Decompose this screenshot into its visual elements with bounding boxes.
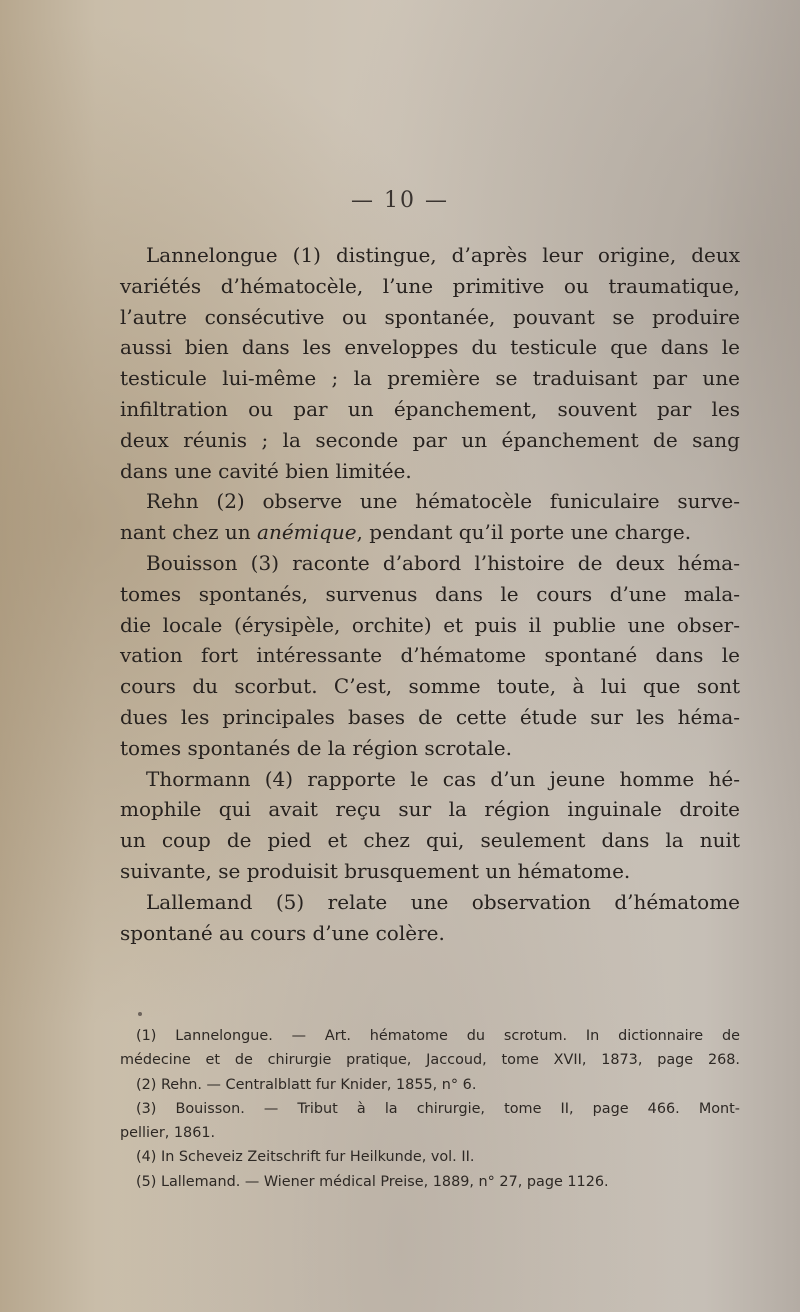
footnote-line: (4) In Scheveiz Zeitschrift fur Heilkunde, vol. II. [136,1149,475,1166]
text-line: suivante, se produisit brusquement un hématome. [120,858,631,883]
text-line: Thormann (4) rapporte le cas d’un jeune homme hé- [146,766,740,791]
text-line: infiltration ou par un épanchement, souvent par les [120,396,740,421]
footnote-line: (1) Lannelongue. — Art. hématome du scrotum. In dictionnaire de [136,1028,740,1044]
text-line: Lannelongue (1) distingue, d’après leur origine, deux [146,243,740,267]
footnote-separator-mark [138,1012,142,1016]
text-line: aussi bien dans les enveloppes du testicule que dans le [120,335,740,360]
text-line: cours du scorbut. C’est, somme toute, à lui que sont [120,674,740,699]
paragraph-lannelongue [120,240,740,486]
text-line: dans une cavité bien limitée. [120,458,412,483]
text-line: deux réunis ; la seconde par un épanchement de sang [120,427,740,452]
text-line: dues les principales bases de cette étude sur les héma- [120,704,740,729]
text-line: tomes spontanés de la région scrotale. [120,735,512,760]
text-line: Lallemand (5) relate une observation d’hématome [146,889,740,914]
text-line: Rehn (2) observe une hématocèle funiculaire surve- [146,489,740,514]
paragraph-thormann [120,764,740,887]
footnotes [120,1024,740,1194]
text-line [120,517,740,548]
italic-word: anémique [257,520,357,545]
text-line: un coup de pied et chez qui, seulement dans la nuit [120,828,740,853]
text-span: , pendant qu’il porte une charge. [356,520,692,545]
text-line: vation fort intéressante d’hématome spontané dans le [120,643,740,668]
footnote-line: (3) Bouisson. — Tribut à la chirurgie, tome II, page 466. Mont- [136,1100,740,1117]
text-line: Bouisson (3) raconte d’abord l’histoire de deux héma- [146,550,740,575]
footnote-line: (5) Lallemand. — Wiener médical Preise, 1889, n° 27, page 1126. [136,1173,609,1190]
text-line: l’autre consécutive ou spontanée, pouvant se produire [120,304,740,329]
body-text [120,240,740,948]
text-line: testicule lui-même ; la première se traduisant par une [120,366,740,391]
text-span: nant chez un [120,520,258,545]
page-number: — 10 — [351,188,449,213]
footnote-line: pellier, 1861. [120,1125,216,1142]
text-line: mophile qui avait reçu sur la région inguinale droite [120,797,740,822]
text-line: spontané au cours d’une colère. [120,920,445,945]
text-line: variétés d’hématocèle, l’une primitive ou traumatique, [120,273,740,298]
footnote-line: médecine et de chirurgie pratique, Jaccoud, tome XVII, 1873, page 268. [120,1052,740,1069]
footnote-line: (2) Rehn. — Centralblatt fur Knider, 1855, n° 6. [136,1076,477,1093]
paragraph-rehn [120,486,740,548]
paragraph-bouisson [120,548,740,764]
paragraph-lallemand [120,887,740,949]
text-line: die locale (érysipèle, orchite) et puis il publie une obser- [120,612,740,637]
text-line: tomes spontanés, survenus dans le cours d’une mala- [120,581,740,606]
